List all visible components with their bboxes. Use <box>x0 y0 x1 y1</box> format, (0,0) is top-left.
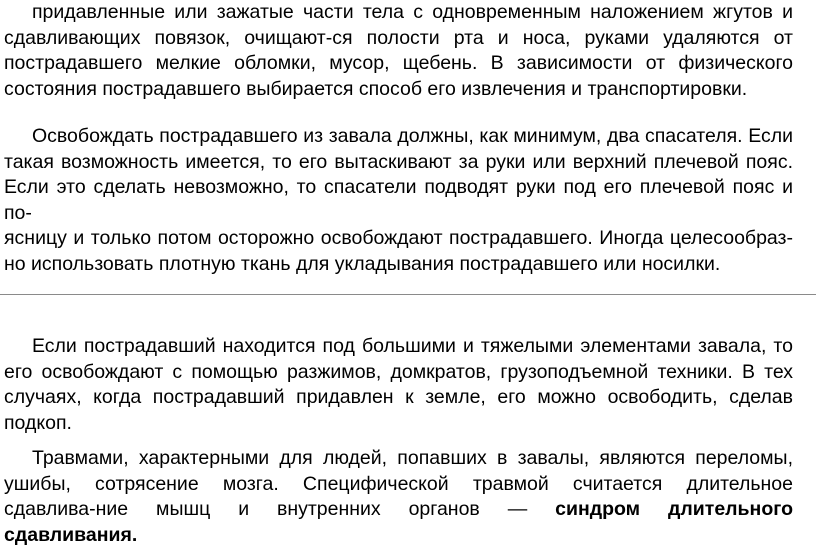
text-line: случаях, когда пострадавший придавлен к земле, его можно освободить, сделав <box>4 386 793 408</box>
text-line: но использовать плотную ткань для укладывания пострадавшего или носилки. <box>4 252 721 275</box>
text-line: состояния пострадавшего выбирается способ его извлечения и транспортировки. <box>4 77 748 100</box>
paragraph-rescuers <box>4 124 793 277</box>
paragraph-extraction-steps <box>4 0 793 102</box>
text-line: его освобождают с помощью разжимов, домкратов, грузоподъемной техники. В тех <box>4 360 793 383</box>
text-line: Освобождать пострадавшего из завала должны, как минимум, два спасателя. Если <box>32 125 793 147</box>
text-line: подкоп. <box>4 411 72 434</box>
text-line-with-term <box>4 497 793 523</box>
text-line: Если пострадавший находится под большими и тяжелыми элементами завала, то <box>32 335 793 357</box>
text-line: придавленные или зажатые части тела с одновременным наложением жгутов и <box>32 1 793 23</box>
term-crush-syndrome: синдром длительного <box>555 498 794 520</box>
paragraph-heavy-debris <box>4 334 793 436</box>
text-run: сдавлива-ние мышц и внутренних органов — <box>4 498 528 520</box>
paragraph-injuries <box>4 446 793 548</box>
text-line: Если это сделать невозможно, то спасатели подводят руки под его плечевой пояс и по- <box>4 176 793 224</box>
horizontal-divider <box>0 294 816 295</box>
text-line: ясницу и только потом осторожно освобождают пострадавшего. Иногда целесообраз- <box>4 227 793 249</box>
text-line: ушибы, сотрясение мозга. Специфической травмой считается длительное <box>4 472 793 495</box>
text-line: Травмами, характерными для людей, попавших в завалы, являются переломы, <box>32 447 793 469</box>
text-line: сдавливающих повязок, очищают-ся полости рта и носа, руками удаляются от <box>4 26 793 49</box>
text-line: такая возможность имеется, то его вытаскивают за руки или верхний плечевой пояс. <box>4 150 793 173</box>
text-line: пострадавшего мелкие обломки, мусор, щебень. В зависимости от физического <box>4 52 793 74</box>
term-crush-syndrome-end: сдавливания. <box>4 523 138 546</box>
